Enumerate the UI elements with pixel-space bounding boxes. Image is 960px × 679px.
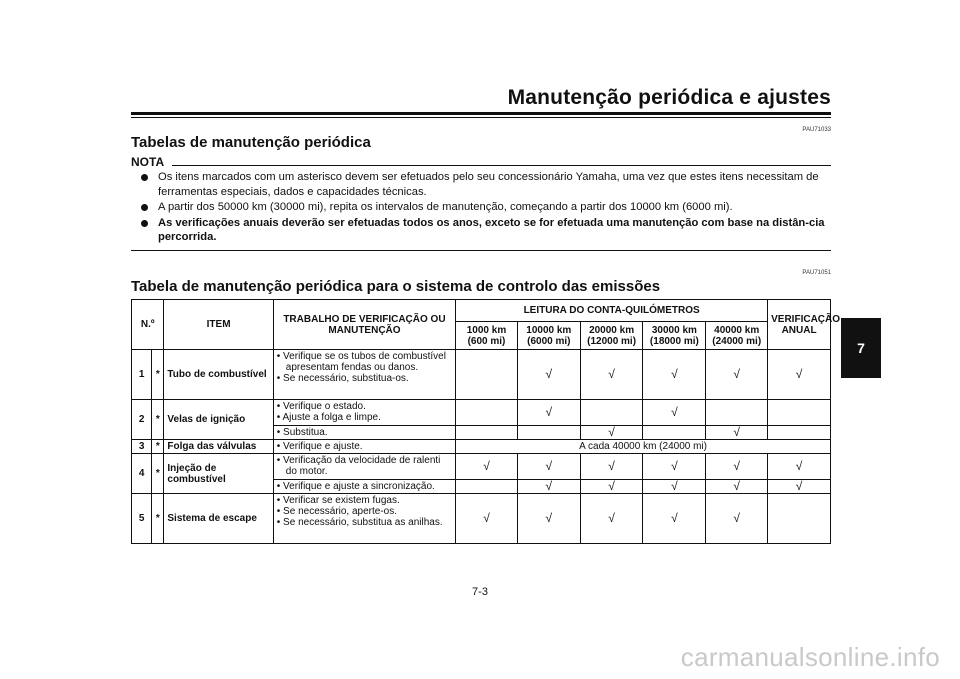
section-heading: Tabelas de manutenção periódica	[131, 134, 371, 151]
nota-item	[141, 200, 831, 215]
check-mark-icon: √	[580, 480, 643, 494]
empty-cell	[456, 350, 518, 400]
watermark: carmanualsonline.info	[680, 642, 940, 672]
page-number: 7-3	[472, 586, 488, 598]
check-mark-icon: √	[706, 494, 768, 544]
table-row	[132, 350, 831, 400]
row-work	[273, 426, 455, 440]
work-line: • Verifique e ajuste.	[276, 441, 363, 452]
asterisk-icon: *	[152, 440, 164, 454]
header-work: TRABALHO DE VERIFICAÇÃO OU MANUTENÇÃO	[273, 300, 455, 350]
check-mark-icon: √	[580, 494, 643, 544]
check-mark-icon: √	[643, 350, 706, 400]
check-mark-icon: √	[706, 350, 768, 400]
row-item: Injeção de combustível	[164, 454, 273, 494]
check-mark-icon: √	[580, 350, 643, 400]
check-mark-icon: √	[517, 350, 580, 400]
bullet-icon	[141, 174, 148, 181]
work-line: • Verificação da velocidade de ralenti do motor.	[276, 455, 441, 477]
nota-bottom-rule	[131, 250, 831, 251]
work-line: • Ajuste a folga e limpe.	[276, 412, 381, 423]
table-row	[132, 494, 831, 544]
header-interval: 20000 km (12000 mi)	[580, 322, 643, 350]
section-code: PAU71051	[802, 270, 831, 276]
row-number: 1	[132, 350, 152, 400]
row-item: Sistema de escape	[164, 494, 273, 544]
check-mark-icon: √	[643, 454, 706, 480]
header-odometer: LEITURA DO CONTA-QUILÓMETROS	[456, 300, 768, 322]
work-line: • Se necessário, aperte-os.	[276, 506, 398, 517]
header-item: ITEM	[164, 300, 273, 350]
nota-item	[141, 216, 831, 245]
check-mark-icon: √	[643, 494, 706, 544]
row-item: Velas de ignição	[164, 400, 273, 440]
empty-cell	[456, 426, 518, 440]
check-mark-icon: √	[580, 426, 643, 440]
row-item: Tubo de combustível	[164, 350, 273, 400]
work-line: • Verifique o estado.	[276, 401, 366, 412]
table-row	[132, 454, 831, 480]
check-mark-icon: √	[456, 454, 518, 480]
empty-cell	[768, 400, 831, 426]
asterisk-icon: *	[152, 454, 164, 494]
work-line: • Se necessário, substitua as anilhas.	[276, 517, 443, 528]
empty-cell	[517, 426, 580, 440]
row-work	[273, 494, 455, 544]
bullet-icon	[141, 220, 148, 227]
nota-rule	[172, 165, 831, 166]
row-number: 3	[132, 440, 152, 454]
header-interval: 10000 km (6000 mi)	[517, 322, 580, 350]
check-mark-icon: √	[580, 454, 643, 480]
header-no: N.º	[132, 300, 164, 350]
row-work	[273, 480, 455, 494]
header-interval: 30000 km (18000 mi)	[643, 322, 706, 350]
check-mark-icon: √	[517, 480, 580, 494]
row-work	[273, 454, 455, 480]
check-mark-icon: √	[706, 480, 768, 494]
check-mark-icon: √	[517, 494, 580, 544]
row-work	[273, 400, 455, 426]
check-mark-icon: √	[706, 426, 768, 440]
check-mark-icon: √	[706, 454, 768, 480]
work-line: • Substitua.	[276, 427, 328, 438]
row-number: 2	[132, 400, 152, 440]
nota-item	[141, 170, 831, 199]
maintenance-table	[131, 299, 841, 544]
asterisk-icon: *	[152, 350, 164, 400]
nota-item-text: A partir dos 50000 km (30000 mi), repita os intervalos de manutenção, começando a partir dos 10000 km (6000 mi).	[158, 201, 733, 213]
empty-cell	[768, 494, 831, 544]
table-row	[132, 440, 831, 454]
section-heading: Tabela de manutenção periódica para o sistema de controlo das emissões	[131, 278, 661, 295]
check-mark-icon: √	[517, 400, 580, 426]
nota-list	[141, 170, 831, 246]
check-mark-icon: √	[768, 350, 831, 400]
nota-item-text: As verificações anuais deverão ser efetuadas todos os anos, exceto se for efetuada uma manutenção com base na distân-cia percorrida.	[158, 216, 825, 243]
header-interval: 40000 km (24000 mi)	[706, 322, 768, 350]
row-item: Folga das válvulas	[164, 440, 273, 454]
nota-label: NOTA	[131, 155, 165, 169]
check-mark-icon: √	[456, 494, 518, 544]
asterisk-icon: *	[152, 494, 164, 544]
check-mark-icon: √	[517, 454, 580, 480]
chapter-tab: 7	[841, 318, 881, 378]
bullet-icon	[141, 204, 148, 211]
row-work	[273, 350, 455, 400]
title-rule-thin	[131, 117, 831, 118]
header-annual: VERIFICAÇÃO ANUAL	[768, 300, 831, 350]
empty-cell	[456, 400, 518, 426]
check-mark-icon: √	[768, 480, 831, 494]
work-line: • Verificar se existem fugas.	[276, 495, 400, 506]
row-work	[273, 440, 455, 454]
table-row	[132, 400, 831, 426]
work-line: • Verifique se os tubos de combustível apresentam fendas ou danos.	[276, 351, 446, 373]
empty-cell	[456, 480, 518, 494]
check-mark-icon: √	[643, 400, 706, 426]
title-rule	[131, 112, 831, 115]
check-mark-icon: √	[643, 480, 706, 494]
row-number: 5	[132, 494, 152, 544]
asterisk-icon: *	[152, 400, 164, 440]
empty-cell	[768, 426, 831, 440]
page-title: Manutenção periódica e ajustes	[507, 86, 831, 109]
work-line: • Se necessário, substitua-os.	[276, 373, 409, 384]
check-mark-icon: √	[768, 454, 831, 480]
interval-span-cell: A cada 40000 km (24000 mi)	[456, 440, 831, 454]
empty-cell	[706, 400, 768, 426]
empty-cell	[643, 426, 706, 440]
work-line: • Verifique e ajuste a sincronização.	[276, 481, 435, 492]
nota-item-text: Os itens marcados com um asterisco devem ser efetuados pelo seu concessionário Yamaha, uma vez que estes itens necessitam de ferramentas especiais, dados e capacidades técnicas.	[158, 171, 819, 198]
row-number: 4	[132, 454, 152, 494]
section-code: PAU71033	[802, 127, 831, 133]
empty-cell	[580, 400, 643, 426]
header-interval: 1000 km (600 mi)	[456, 322, 518, 350]
